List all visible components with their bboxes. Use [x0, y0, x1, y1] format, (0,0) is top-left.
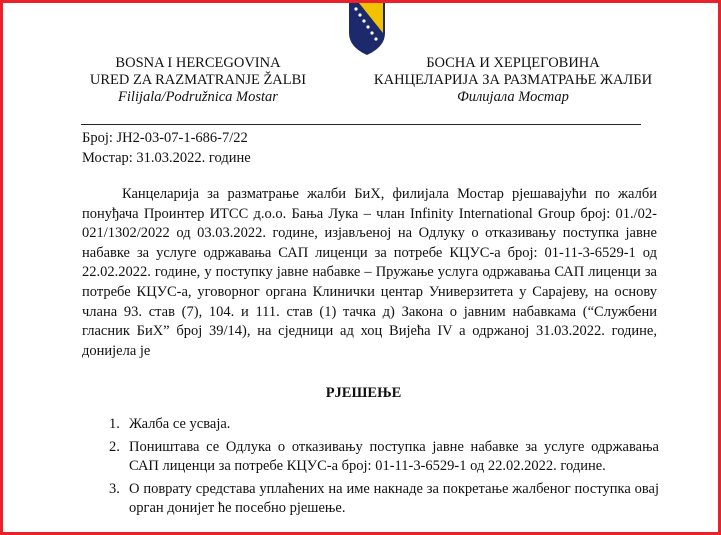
decision-item [99, 415, 659, 435]
header-cyrillic [358, 55, 668, 106]
body-paragraph: Канцеларија за разматрање жалби БиХ, филијала Мостар рјешавајући по жалби понуђача Проинтер ИТСС д.о.о. Бања Лука – члан Infinity International Group број: 01./02-021/1302/2022 од 03.03.2022. године, изјављеној на Одлуку о отказивању поступка јавне набавке за услуге одржавања САП лиценци за потребе КЦУС-а број: 01-11-3-6529-1 од 22.02.2022. године, у поступку јавне набавке – Пружање услуга одржавања САП лиценци за потребе КЦУС-а, уговорног органа Клинички центар Универзитета у Сарајеву, на основу члана 93. став (7), 104. и 111. став (1) тачка д) Закона о јавним набавкама (“Службени гласник БиХ” број 39/14), на сједници ад хоц Вијећа IV а одржаној 31.03.2022. године, донијела је [82, 186, 657, 359]
decision-heading: РЈЕШЕЊЕ [325, 385, 402, 401]
header-divider [81, 124, 641, 125]
decision-item-number: 2. [109, 438, 120, 455]
decision-item [99, 480, 659, 519]
decision-item-text: Поништава се Одлука о отказивању поступка јавне набавке за услуге одржавања САП лиценци за потребе КЦУС-а број: 01-11-3-6529-1 од 22.02.2022. године. [129, 438, 659, 475]
decision-item-text: Жалба се усваја. [129, 416, 231, 432]
decision-items [99, 415, 659, 522]
header-cyrillic-country: БОСНА И ХЕРЦЕГОВИНА [426, 55, 600, 71]
header-cyrillic-office: КАНЦЕЛАРИЈА ЗА РАЗМАТРАЊЕ ЖАЛБИ [373, 72, 653, 88]
header-latin-branch: Filijala/Podružnica Mostar [118, 89, 278, 105]
reference-number: Број: ЈН2-03-07-1-686-7/22 [82, 130, 248, 146]
reference-block [82, 129, 251, 168]
header-latin [63, 55, 333, 106]
decision-item-number: 1. [109, 416, 120, 432]
decision-item [99, 438, 659, 477]
reference-place-date: Мостар: 31.03.2022. године [82, 149, 251, 166]
decision-item-number: 3. [109, 480, 120, 497]
header-cyrillic-branch: Филијала Мостар [457, 89, 569, 105]
header-latin-office: URED ZA RAZMATRANJE ŽALBI [89, 72, 307, 88]
bih-coat-of-arms-icon [347, 3, 387, 55]
header-latin-country: BOSNA I HERCEGOVINA [115, 55, 281, 71]
decision-item-text: О поврату средстава уплаћених на име накнаде за покретање жалбеног поступка овај орган донијет ће посебно рјешење. [129, 480, 659, 517]
